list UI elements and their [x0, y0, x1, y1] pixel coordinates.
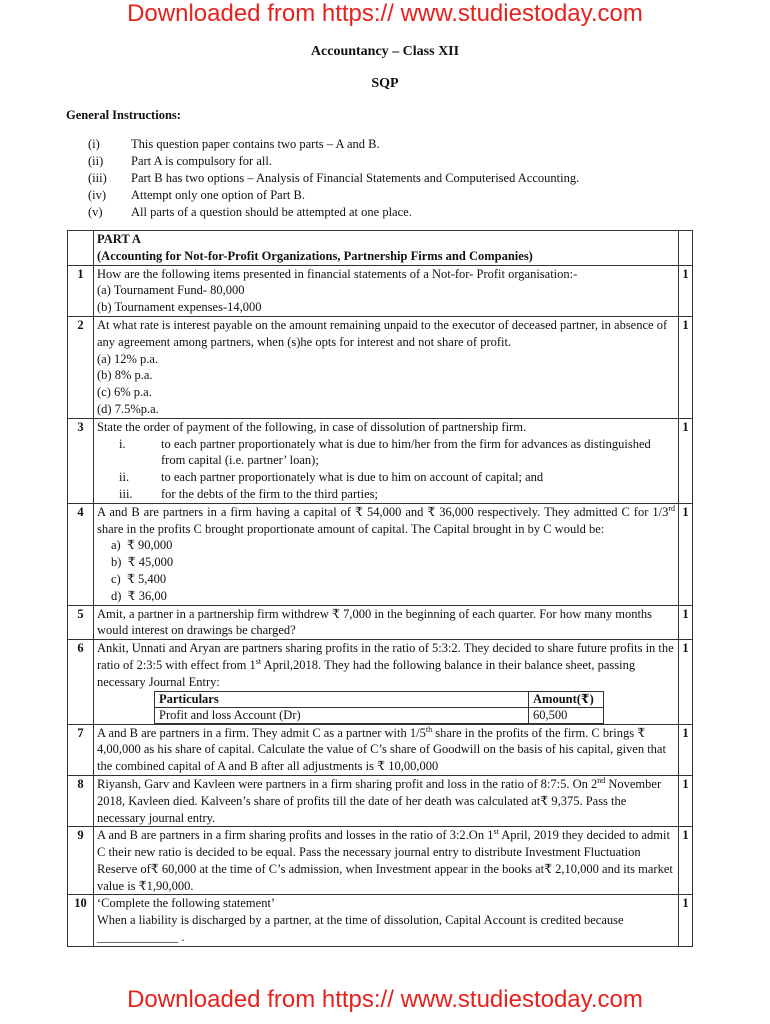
instructions-list [88, 136, 579, 221]
question-marks: 1 [679, 265, 693, 316]
table-header-amount: Amount(₹) [529, 691, 604, 707]
question-text: A and B are partners in a firm sharing profits and losses in the ratio of 3:2.On 1st April, 2019 they decided to admit C their new ratio is decided to be equal. Pass the necessary journal entry to distribute Investment Fluctuation Reserve of₹ 60,000 at the time of C’s admission, when Investment appear in the books at₹ 2,10,000 and its market value is ₹1,90,000. [97, 827, 673, 893]
question-marks: 1 [679, 503, 693, 605]
question-text: At what rate is interest payable on the amount remaining unpaid to the executor of deceased partner, in absence of any agreement among partners, when (s)he opts for interest and not share of profit. [97, 317, 668, 349]
question-row-7 [68, 724, 693, 775]
question-text: A and B are partners in a firm. They admit C as a partner with 1/5th share in the profits of the firm. C brings ₹ 4,00,000 as his share of capital. Calculate the value of C’s share of Goodwill on the basis of his capital, given that the combined capital of A and B after all adjustments is ₹ 10,00,000 [97, 724, 666, 774]
question-item: (a) Tournament Fund- 80,000 [97, 283, 245, 298]
part-heading: PART A [97, 232, 141, 246]
question-row-3 [68, 418, 693, 503]
question-number: 6 [68, 640, 94, 724]
question-row-9 [68, 827, 693, 895]
question-text: ‘Complete the following statement’ [97, 896, 276, 911]
option: c) ₹ 5,400 [111, 571, 167, 586]
download-banner-top[interactable]: Downloaded from https:// www.studiestoday.com [127, 0, 643, 27]
question-number: 3 [68, 418, 94, 503]
option: b) ₹ 45,000 [111, 555, 174, 570]
question-number: 5 [68, 605, 94, 640]
instruction-item: (ii) Part A is compulsory for all. [88, 154, 272, 168]
question-text: Amit, a partner in a partnership firm withdrew ₹ 7,000 in the beginning of each quarter. For how many months would interest on drawings be charged? [97, 606, 653, 638]
option: d) ₹ 36,00 [111, 588, 167, 603]
option: (c) 6% p.a. [97, 385, 152, 400]
question-text: How are the following items presented in financial statements of a Not-for- Profit organisation:- [97, 266, 578, 281]
download-banner-bottom[interactable]: Downloaded from https:// www.studiestoday.com [127, 986, 643, 1013]
question-marks: 1 [679, 418, 693, 503]
question-number: 9 [68, 827, 94, 895]
question-row-5 [68, 605, 693, 640]
question-text: Riyansh, Garv and Kavleen were partners in a firm sharing profit and loss in the ratio of 8:7:5. On 2nd November 2018, Kavleen died. Kalveen’s share of profits till the date of her death was calculated at₹ 9,375. Pass the necessary journal entry. [97, 775, 662, 825]
question-row-6 [68, 640, 693, 724]
list-item: iii. for the debts of the firm to the third parties; [119, 486, 378, 501]
question-text: State the order of payment of the following, in case of dissolution of partnership firm. [97, 419, 527, 434]
table-header-particulars: Particulars [155, 691, 529, 707]
question-marks: 1 [679, 724, 693, 775]
list-item: ii. to each partner proportionately what is due to him on account of capital; and [119, 470, 544, 485]
question-row-2 [68, 316, 693, 418]
question-text: Ankit, Unnati and Aryan are partners sharing profits in the ratio of 5:3:2. They decided to share future profits in the ratio of 2:3:5 with effect from 1st April,2018. They had the following balance in their balance sheet, passing necessary Journal Entry: [97, 641, 674, 689]
table-cell-amount: 60,500 [529, 707, 604, 723]
instruction-item: (iv) Attempt only one option of Part B. [88, 188, 305, 202]
instruction-item: (i) This question paper contains two parts – A and B. [88, 137, 380, 151]
question-marks: 1 [679, 640, 693, 724]
question-number: 2 [68, 316, 94, 418]
question-marks: 1 [679, 316, 693, 418]
question-row-1 [68, 265, 693, 316]
question-marks: 1 [679, 827, 693, 895]
table-cell-particular: Profit and loss Account (Dr) [155, 707, 529, 723]
question-number: 1 [68, 265, 94, 316]
option: (b) 8% p.a. [97, 368, 153, 383]
question-marks: 1 [679, 895, 693, 946]
question-number: 4 [68, 503, 94, 605]
question-text: When a liability is discharged by a partner, at the time of dissolution, Capital Account is credited because _____________ . [97, 913, 624, 945]
option: (d) 7.5%p.a. [97, 401, 159, 416]
instruction-item: (iii) Part B has two options – Analysis of Financial Statements and Computerised Accounting. [88, 171, 580, 185]
document-title: Accountancy – Class XII [310, 44, 460, 59]
question-row-8 [68, 775, 693, 826]
questions-table [67, 230, 693, 947]
balance-table [154, 691, 604, 724]
question-row-4 [68, 503, 693, 605]
part-subheading: (Accounting for Not-for-Profit Organizations, Partnership Firms and Companies) [97, 248, 533, 263]
option: a) ₹ 90,000 [111, 538, 173, 553]
question-item: (b) Tournament expenses-14,000 [97, 300, 262, 315]
question-number: 8 [68, 775, 94, 826]
question-marks: 1 [679, 605, 693, 640]
question-number: 7 [68, 724, 94, 775]
question-number: 10 [68, 895, 94, 946]
question-marks: 1 [679, 775, 693, 826]
part-header-row [68, 231, 693, 266]
general-instructions-heading: General Instructions: [66, 108, 181, 122]
option: (a) 12% p.a. [97, 351, 159, 366]
question-row-10 [68, 895, 693, 946]
list-item: i. to each partner proportionately what is due to him/her from the firm for advances as distinguished from capital (i.e. partner’ loan); [119, 436, 651, 468]
question-text: A and B are partners in a firm having a capital of ₹ 54,000 and ₹ 36,000 respectively. They admitted C for 1/3rd share in the profits C brought proportionate amount of capital. The Capital brought in by C would be: [97, 503, 675, 536]
instruction-item: (v) All parts of a question should be attempted at one place. [88, 205, 412, 219]
document-subtitle: SQP [371, 76, 399, 91]
